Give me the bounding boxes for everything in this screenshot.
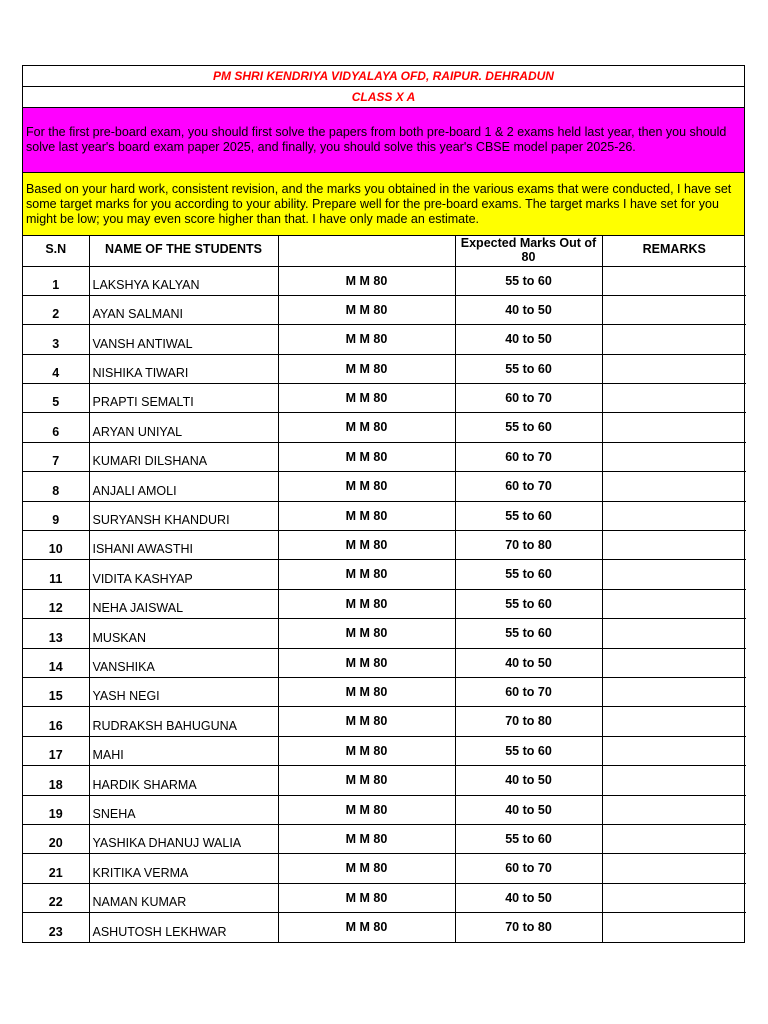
row-sn: 19 [23,795,89,824]
row-sn: 15 [23,677,89,706]
row-max-marks: M M 80 [278,913,455,942]
row-remarks [602,883,746,912]
row-expected-marks: 55 to 60 [455,501,602,530]
row-remarks [602,472,746,501]
row-student-name: KUMARI DILSHANA [89,442,278,471]
table-row [23,766,746,795]
row-sn: 12 [23,589,89,618]
row-sn: 22 [23,883,89,912]
row-sn: 23 [23,913,89,942]
row-max-marks: M M 80 [278,854,455,883]
row-student-name: NISHIKA TIWARI [89,354,278,383]
row-remarks [602,707,746,736]
row-student-name: SNEHA [89,795,278,824]
target-note-text: Based on your hard work, consistent revision, and the marks you obtained in the various exams that were conducted, I have set some target marks for you according to your ability. Prepare well for the pre-board exams. The target marks I have set for you might be low; you may even score higher than that. I have only made an estimate. [26,181,732,226]
table-row [23,795,746,824]
row-remarks [602,795,746,824]
row-expected-marks: 70 to 80 [455,913,602,942]
table-row [23,472,746,501]
table-row [23,501,746,530]
row-remarks [602,854,746,883]
class-title: CLASS X A [23,87,744,108]
row-remarks [602,384,746,413]
row-expected-marks: 55 to 60 [455,736,602,765]
row-expected-marks: 40 to 50 [455,766,602,795]
row-student-name: YASHIKA DHANUJ WALIA [89,824,278,853]
table-row [23,854,746,883]
row-remarks [602,677,746,706]
row-max-marks: M M 80 [278,266,455,295]
table-row [23,384,746,413]
header-remarks: REMARKS [602,236,746,266]
row-remarks [602,648,746,677]
row-remarks [602,589,746,618]
row-sn: 9 [23,501,89,530]
row-sn: 2 [23,295,89,324]
row-sn: 14 [23,648,89,677]
row-student-name: SURYANSH KHANDURI [89,501,278,530]
row-student-name: ARYAN UNIYAL [89,413,278,442]
header-expected: Expected Marks Out of 80 [455,236,602,266]
table-row [23,707,746,736]
row-max-marks: M M 80 [278,442,455,471]
instruction-note-text: For the first pre-board exam, you should first solve the papers from both pre-board 1 & 2 exams held last year, then you should solve last year's board exam paper 2025, and finally, you should solve this year's CBSE model paper 2025-26. [26,125,727,154]
row-student-name: ANJALI AMOLI [89,472,278,501]
row-expected-marks: 55 to 60 [455,560,602,589]
row-sn: 18 [23,766,89,795]
row-remarks [602,766,746,795]
row-expected-marks: 55 to 60 [455,619,602,648]
row-max-marks: M M 80 [278,472,455,501]
row-max-marks: M M 80 [278,384,455,413]
table-row [23,677,746,706]
row-student-name: NAMAN KUMAR [89,883,278,912]
row-max-marks: M M 80 [278,413,455,442]
row-expected-marks: 55 to 60 [455,266,602,295]
header-mm [278,236,455,266]
row-max-marks: M M 80 [278,354,455,383]
row-expected-marks: 55 to 60 [455,589,602,618]
row-sn: 17 [23,736,89,765]
target-note [23,173,744,236]
row-sn: 5 [23,384,89,413]
row-student-name: AYAN SALMANI [89,295,278,324]
row-expected-marks: 60 to 70 [455,442,602,471]
row-student-name: MAHI [89,736,278,765]
row-sn: 16 [23,707,89,736]
row-student-name: RUDRAKSH BAHUGUNA [89,707,278,736]
row-expected-marks: 40 to 50 [455,325,602,354]
table-row [23,354,746,383]
row-student-name: HARDIK SHARMA [89,766,278,795]
row-expected-marks: 55 to 60 [455,354,602,383]
row-student-name: KRITIKA VERMA [89,854,278,883]
row-sn: 10 [23,531,89,560]
row-remarks [602,295,746,324]
table-row [23,531,746,560]
row-remarks [602,736,746,765]
row-expected-marks: 60 to 70 [455,384,602,413]
row-student-name: PRAPTI SEMALTI [89,384,278,413]
row-max-marks: M M 80 [278,501,455,530]
row-remarks [602,354,746,383]
table-row [23,442,746,471]
students-table [23,236,746,942]
table-row [23,648,746,677]
row-max-marks: M M 80 [278,795,455,824]
row-expected-marks: 55 to 60 [455,413,602,442]
row-expected-marks: 40 to 50 [455,295,602,324]
row-sn: 11 [23,560,89,589]
row-max-marks: M M 80 [278,766,455,795]
row-max-marks: M M 80 [278,883,455,912]
row-expected-marks: 40 to 50 [455,795,602,824]
row-max-marks: M M 80 [278,295,455,324]
table-row [23,824,746,853]
row-student-name: NEHA JAISWAL [89,589,278,618]
row-student-name: VANSHIKA [89,648,278,677]
row-sn: 21 [23,854,89,883]
row-remarks [602,531,746,560]
table-row [23,413,746,442]
row-expected-marks: 70 to 80 [455,707,602,736]
row-sn: 1 [23,266,89,295]
row-expected-marks: 55 to 60 [455,824,602,853]
row-sn: 20 [23,824,89,853]
row-sn: 13 [23,619,89,648]
row-sn: 8 [23,472,89,501]
row-sn: 3 [23,325,89,354]
row-expected-marks: 70 to 80 [455,531,602,560]
row-remarks [602,824,746,853]
header-name: NAME OF THE STUDENTS [89,236,278,266]
row-max-marks: M M 80 [278,589,455,618]
row-max-marks: M M 80 [278,619,455,648]
table-header-row [23,236,746,266]
row-remarks [602,413,746,442]
row-max-marks: M M 80 [278,707,455,736]
row-remarks [602,325,746,354]
row-student-name: VANSH ANTIWAL [89,325,278,354]
row-student-name: ISHANI AWASTHI [89,531,278,560]
row-remarks [602,913,746,942]
row-expected-marks: 60 to 70 [455,472,602,501]
marks-sheet [22,65,745,943]
row-expected-marks: 60 to 70 [455,854,602,883]
table-row [23,266,746,295]
header-sn: S.N [23,236,89,266]
instruction-note [23,108,744,173]
row-student-name: VIDITA KASHYAP [89,560,278,589]
row-sn: 6 [23,413,89,442]
row-max-marks: M M 80 [278,736,455,765]
row-sn: 7 [23,442,89,471]
table-row [23,560,746,589]
row-max-marks: M M 80 [278,560,455,589]
row-student-name: LAKSHYA KALYAN [89,266,278,295]
row-remarks [602,560,746,589]
table-row [23,913,746,942]
row-student-name: MUSKAN [89,619,278,648]
row-sn: 4 [23,354,89,383]
table-row [23,325,746,354]
row-max-marks: M M 80 [278,824,455,853]
row-max-marks: M M 80 [278,325,455,354]
row-remarks [602,266,746,295]
row-max-marks: M M 80 [278,677,455,706]
row-expected-marks: 40 to 50 [455,648,602,677]
table-row [23,736,746,765]
school-title: PM SHRI KENDRIYA VIDYALAYA OFD, RAIPUR. DEHRADUN [23,66,744,87]
row-max-marks: M M 80 [278,531,455,560]
row-remarks [602,619,746,648]
row-expected-marks: 60 to 70 [455,677,602,706]
row-max-marks: M M 80 [278,648,455,677]
table-row [23,589,746,618]
table-body [23,266,746,942]
table-row [23,619,746,648]
table-row [23,295,746,324]
row-remarks [602,442,746,471]
table-row [23,883,746,912]
row-remarks [602,501,746,530]
row-expected-marks: 40 to 50 [455,883,602,912]
row-student-name: YASH NEGI [89,677,278,706]
row-student-name: ASHUTOSH LEKHWAR [89,913,278,942]
